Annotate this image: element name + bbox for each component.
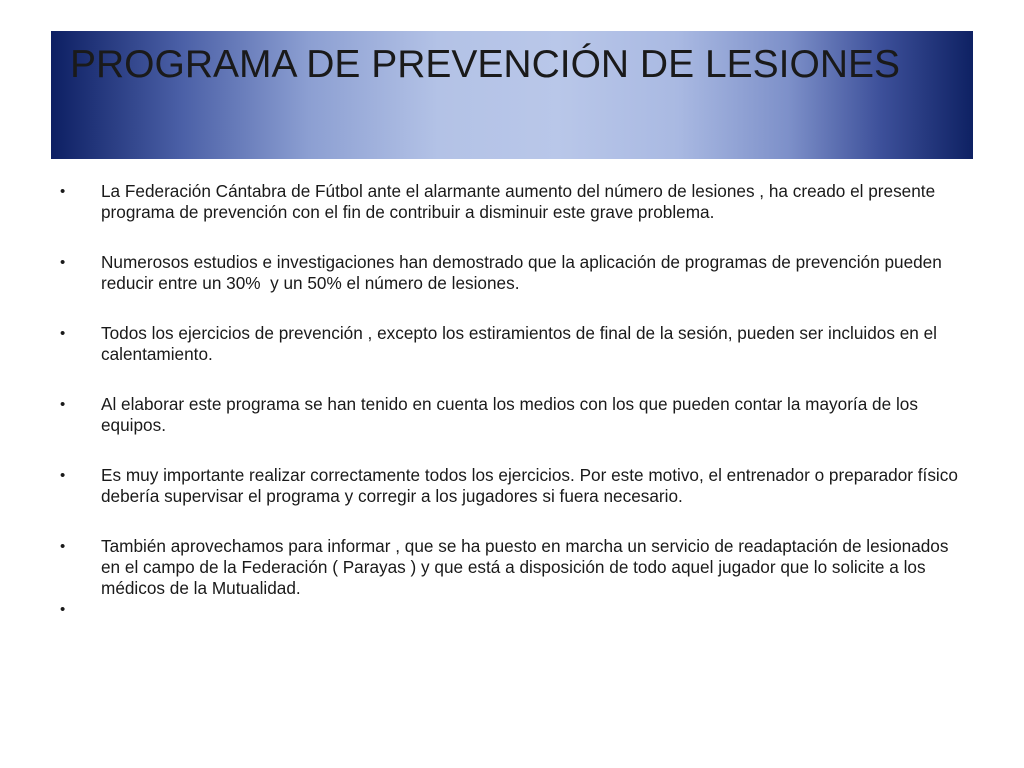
bullet-item	[60, 181, 972, 223]
bullet-icon: •	[60, 254, 66, 271]
bullet-text: Es muy importante realizar correctamente todos los ejercicios. Por este motivo, el entrenador o preparador físico debería supervisar el programa y corregir a los jugadores si fuera necesario.	[101, 465, 963, 506]
bullet-icon: •	[60, 601, 66, 618]
bullet-text: Al elaborar este programa se han tenido en cuenta los medios con los que pueden contar la mayoría de los equipos.	[101, 394, 923, 435]
slide-title: PROGRAMA DE PREVENCIÓN DE LESIONES	[70, 43, 901, 86]
bullet-icon: •	[60, 325, 66, 342]
bullet-icon: •	[60, 396, 66, 413]
bullet-item-empty	[60, 599, 972, 620]
bullet-text: La Federación Cántabra de Fútbol ante el alarmante aumento del número de lesiones , ha creado el presente programa de prevención con el fin de contribuir a disminuir este grave problema.	[101, 181, 940, 222]
bullet-item	[60, 323, 972, 365]
bullet-item	[60, 394, 972, 436]
bullet-icon: •	[60, 538, 66, 555]
bullet-list	[60, 181, 972, 620]
bullet-text: Todos los ejercicios de prevención , excepto los estiramientos de final de la sesión, pueden ser incluidos en el calentamiento.	[101, 323, 942, 364]
bullet-item	[60, 252, 972, 294]
bullet-item	[60, 465, 972, 507]
bullet-text: Numerosos estudios e investigaciones han demostrado que la aplicación de programas de prevención pueden reducir entre un 30% y un 50% el número de lesiones.	[101, 252, 947, 293]
bullet-icon: •	[60, 183, 66, 200]
bullet-icon: •	[60, 467, 66, 484]
bullet-text: También aprovechamos para informar , que se ha puesto en marcha un servicio de readaptación de lesionados en el campo de la Federación ( Parayas ) y que está a disposición de todo aquel jugador que lo solicite a los médicos de la Mutualidad.	[101, 536, 954, 598]
bullet-item	[60, 536, 972, 599]
